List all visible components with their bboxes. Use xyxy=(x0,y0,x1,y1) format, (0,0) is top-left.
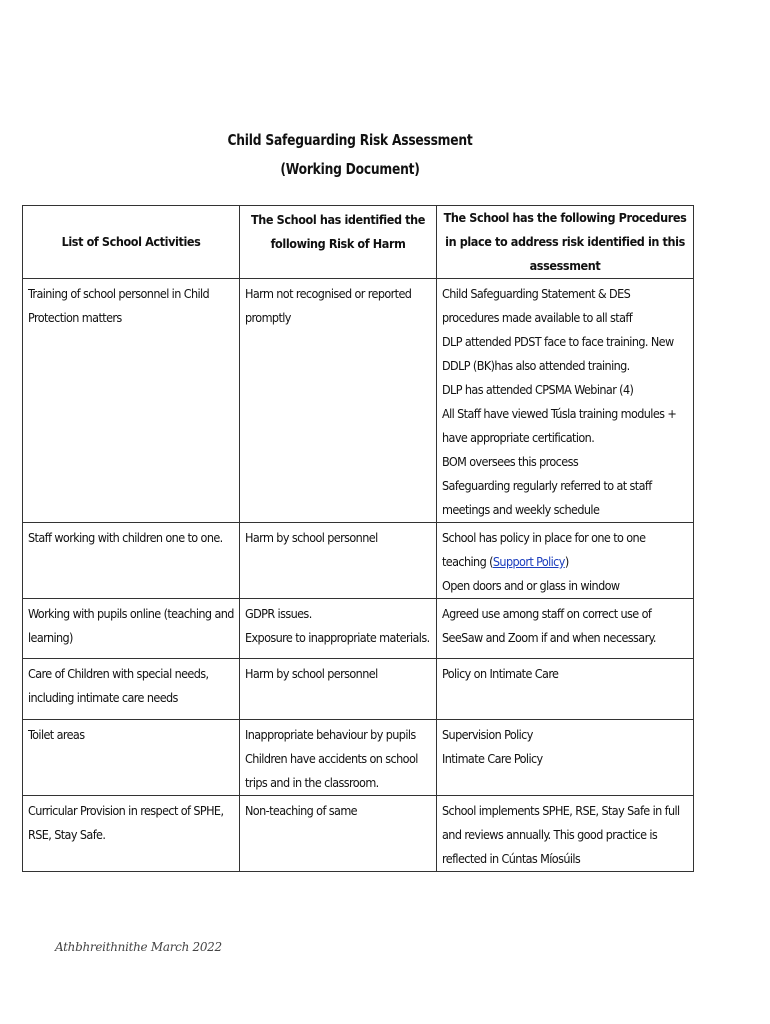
header-risk: The School has identified the following Risk of Harm xyxy=(240,206,437,279)
title-line-2: (Working Document) xyxy=(280,160,420,178)
risk-assessment-table xyxy=(22,205,694,872)
table-row xyxy=(23,720,694,796)
activity-cell: Working with pupils online (teaching and learning) xyxy=(23,599,240,659)
risk-cell: Inappropriate behaviour by pupils Children have accidents on school trips and in the classroom. xyxy=(240,720,437,796)
risk-cell: Harm not recognised or reported promptly xyxy=(240,279,437,523)
title-line-1: Child Safeguarding Risk Assessment xyxy=(227,131,473,149)
table-row xyxy=(23,523,694,599)
activity-cell: Toilet areas xyxy=(23,720,240,796)
document-title xyxy=(0,126,700,184)
header-procedures: The School has the following Procedures in place to address risk identified in this assessment xyxy=(437,206,694,279)
activity-cell: Staff working with children one to one. xyxy=(23,523,240,599)
risk-cell: Harm by school personnel xyxy=(240,523,437,599)
risk-cell: Non-teaching of same xyxy=(240,796,437,872)
table-row xyxy=(23,659,694,720)
table-header-row xyxy=(23,206,694,279)
table-row xyxy=(23,796,694,872)
activity-cell: Training of school personnel in Child Protection matters xyxy=(23,279,240,523)
risk-cell: GDPR issues. Exposure to inappropriate materials. xyxy=(240,599,437,659)
procedures-cell: Policy on Intimate Care xyxy=(437,659,694,720)
activity-cell: Curricular Provision in respect of SPHE, RSE, Stay Safe. xyxy=(23,796,240,872)
procedures-cell: School has policy in place for one to one teaching (Support Policy) Open doors and or glass in window xyxy=(437,523,694,599)
table-row xyxy=(23,599,694,659)
header-activities: List of School Activities xyxy=(23,206,240,279)
revision-footer: Athbhreithnithe March 2022 xyxy=(55,940,222,954)
support-policy-link[interactable]: Support Policy xyxy=(492,554,565,569)
procedures-cell: Agreed use among staff on correct use of SeeSaw and Zoom if and when necessary. xyxy=(437,599,694,659)
procedures-cell: Child Safeguarding Statement & DES procedures made available to all staff DLP attended PDST face to face training. New DDLP (BK)has also attended training. DLP has attended CPSMA Webinar (4) All Staff have viewed Túsla training modules + have appropriate certification. BOM oversees this process Safeguarding regularly referred to at staff meetings and weekly schedule xyxy=(437,279,694,523)
activity-cell: Care of Children with special needs, including intimate care needs xyxy=(23,659,240,720)
procedures-cell: School implements SPHE, RSE, Stay Safe in full and reviews annually. This good practice is reflected in Cúntas Míosúils xyxy=(437,796,694,872)
procedures-cell: Supervision Policy Intimate Care Policy xyxy=(437,720,694,796)
risk-cell: Harm by school personnel xyxy=(240,659,437,720)
table-row xyxy=(23,279,694,523)
